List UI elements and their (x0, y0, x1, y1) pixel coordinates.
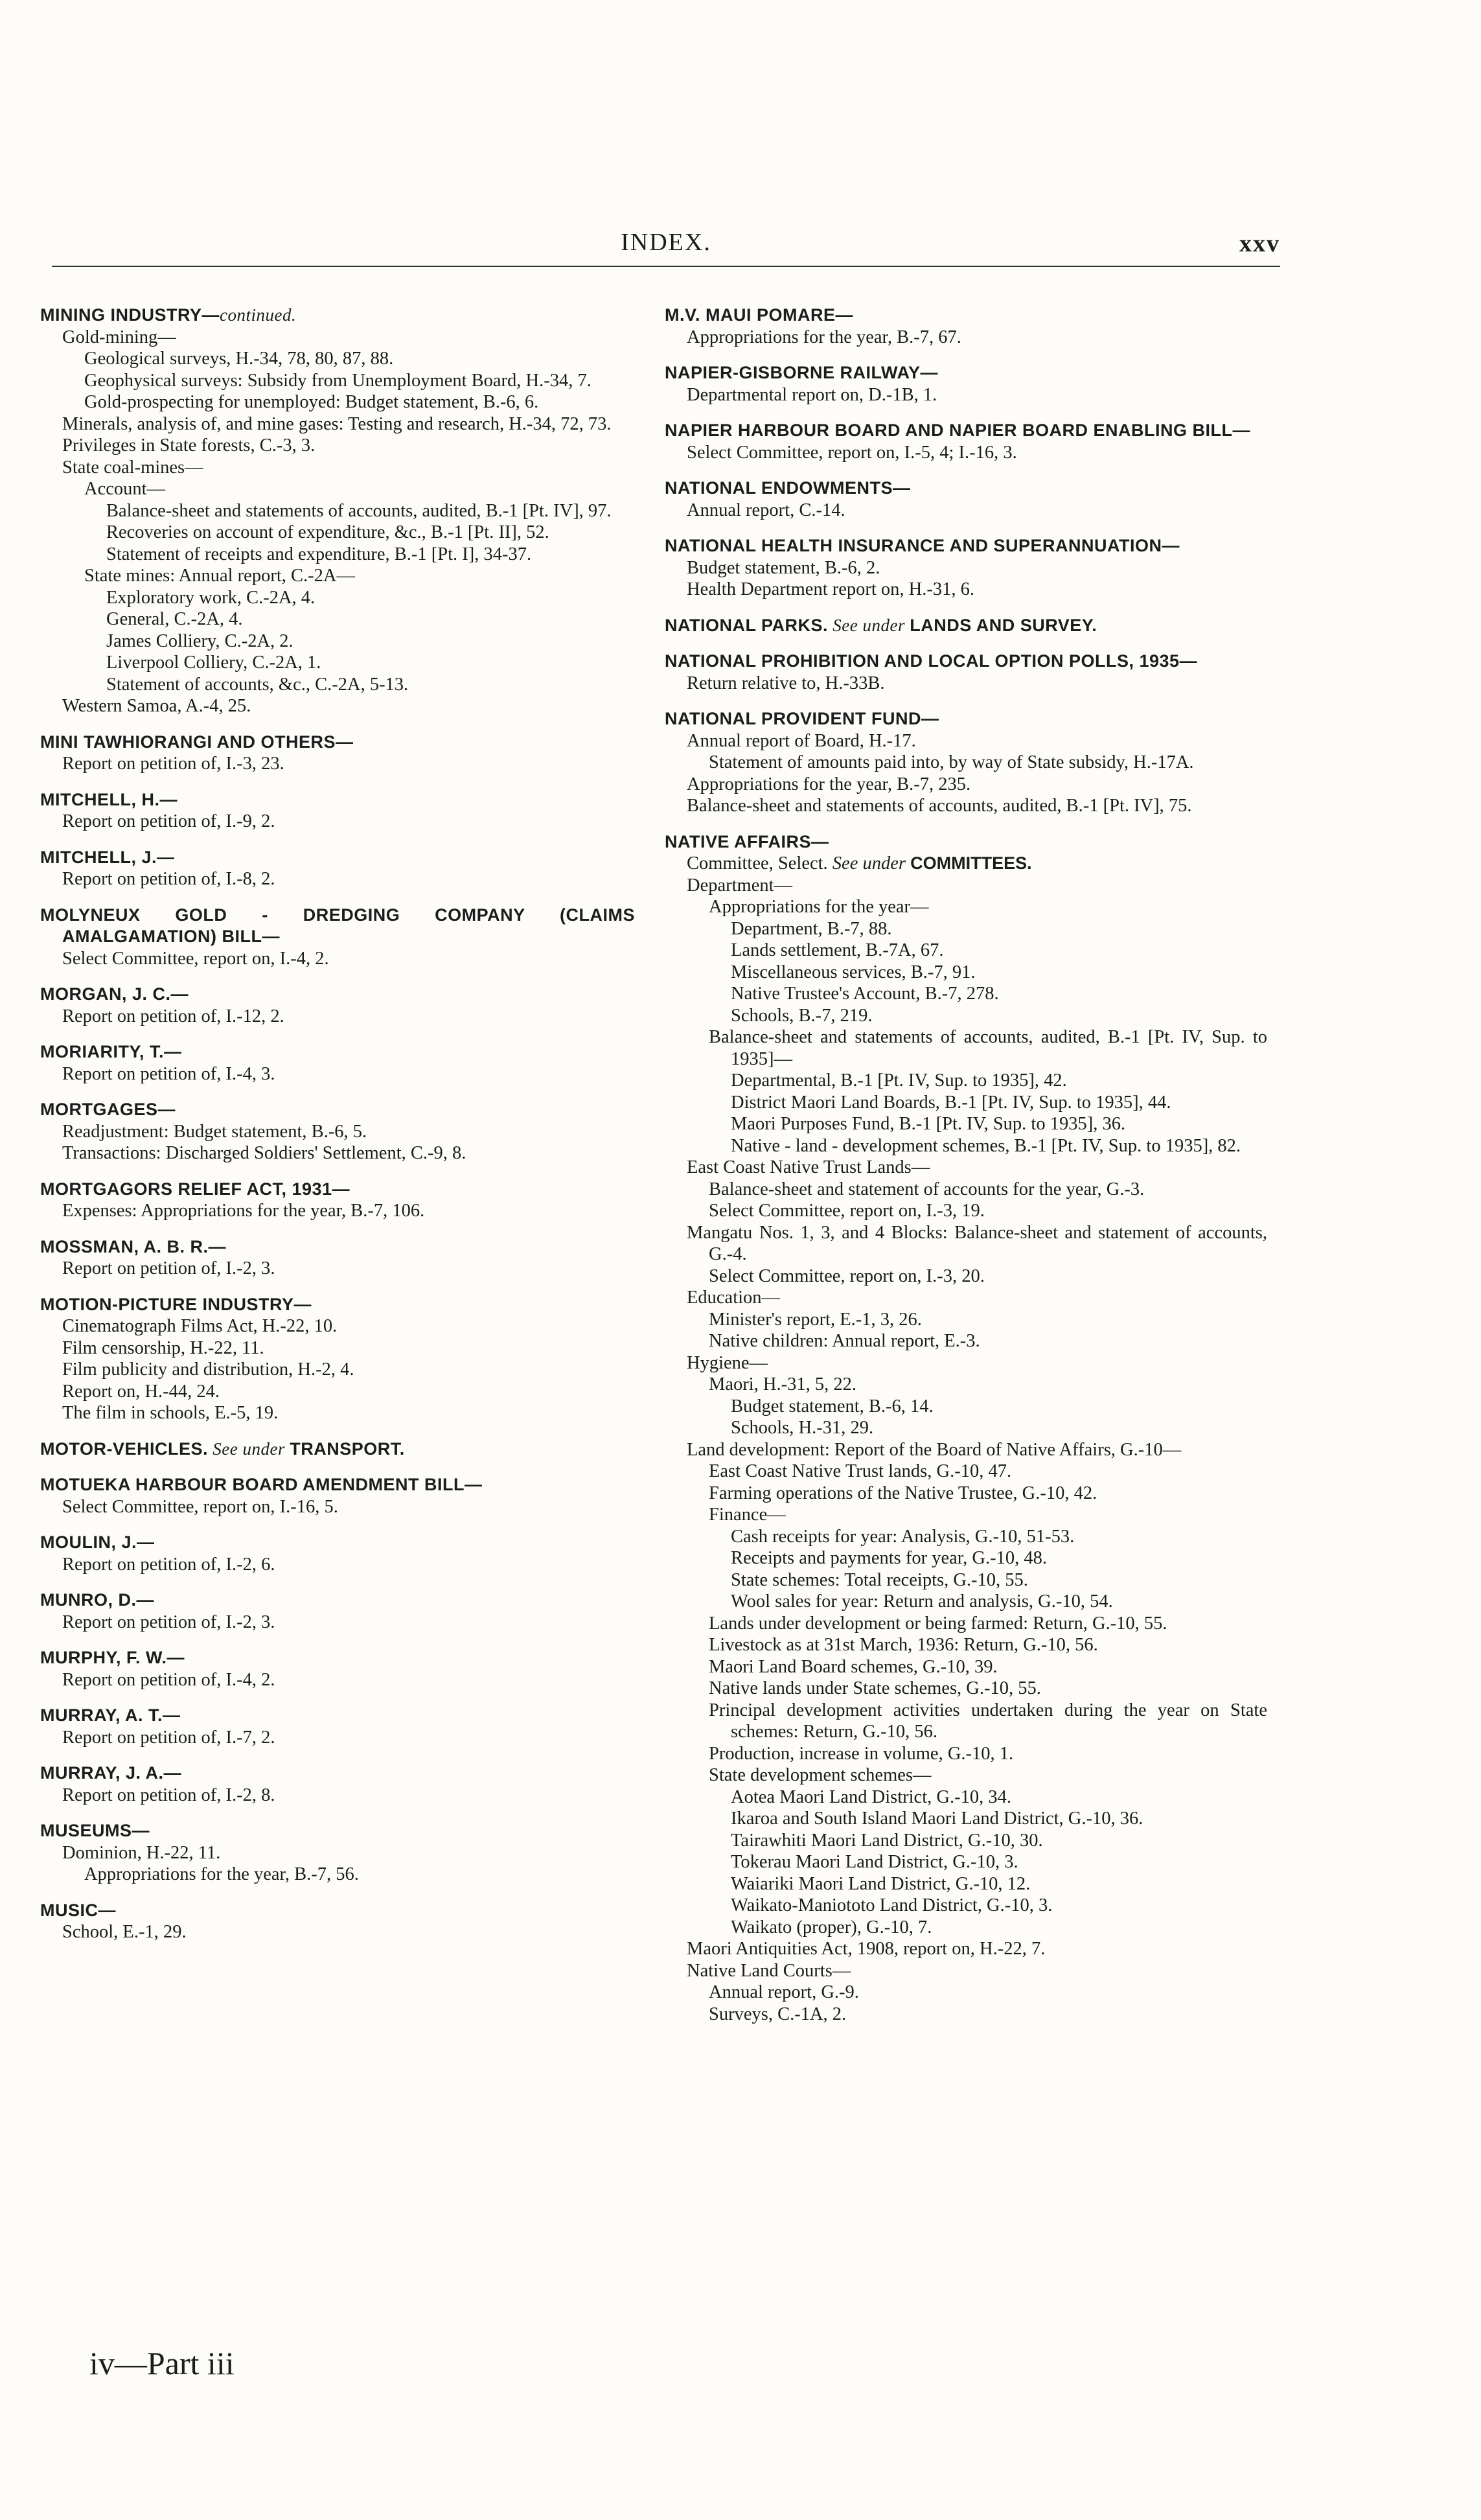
index-subentry (665, 500, 1267, 522)
subentry-text: State development schemes— (709, 1765, 932, 1785)
index-subentry (40, 811, 635, 833)
index-subentry (40, 1381, 635, 1403)
subentry-text: Native lands under State schemes, G.-10, 55. (709, 1678, 1041, 1698)
index-subentry (40, 1006, 635, 1028)
index-subentry (665, 1352, 1267, 1374)
index-subentry (665, 442, 1267, 464)
heading-text: NAPIER-GISBORNE RAILWAY— (665, 363, 939, 382)
index-heading (40, 1294, 635, 1316)
index-subentry (665, 1504, 1267, 1526)
subentry-text: Balance-sheet and statements of accounts, audited, B.-1 [Pt. IV], 97. (106, 500, 612, 521)
heading-text: MITCHELL, H.— (40, 789, 178, 809)
index-subentry (665, 1917, 1267, 1939)
heading-text: NATIONAL PARKS. (665, 615, 829, 635)
subentry-text: Hygiene— (687, 1352, 768, 1373)
index-subentry (40, 478, 635, 500)
index-subentry (40, 1785, 635, 1807)
index-subentry (665, 730, 1267, 752)
heading-text: MORIARITY, T.— (40, 1042, 182, 1061)
subentry-text: Privileges in State forests, C.-3, 3. (62, 435, 316, 456)
index-heading (40, 847, 635, 869)
index-subentry (40, 413, 635, 435)
subentry-text: Report on petition of, I.-9, 2. (62, 811, 275, 831)
subentry-text: Annual report of Board, H.-17. (687, 730, 916, 751)
index-subentry (665, 875, 1267, 897)
subentry-text: Annual report, G.-9. (709, 1982, 859, 2002)
index-subentry (665, 1982, 1267, 2004)
index-heading (665, 420, 1267, 442)
subentry-text: Film censorship, H.-22, 11. (62, 1337, 264, 1358)
index-subentry (665, 1613, 1267, 1635)
subentry-text: State schemes: Total receipts, G.-10, 55. (731, 1569, 1028, 1590)
index-subentry (40, 1359, 635, 1381)
subentry-text: Surveys, C.-1A, 2. (709, 2004, 847, 2024)
index-subentry (665, 1396, 1267, 1418)
index-subentry (665, 1222, 1267, 1266)
subentry-text: Education— (687, 1288, 781, 1308)
index-heading (40, 1589, 635, 1612)
subentry-text: Dominion, H.-22, 11. (62, 1842, 221, 1863)
subentry-text: Farming operations of the Native Trustee, G.-10, 42. (709, 1483, 1097, 1503)
index-subentry (665, 1569, 1267, 1591)
index-subentry (665, 1005, 1267, 1027)
heading-text: M.V. MAUI POMARE— (665, 305, 854, 325)
index-subentry (40, 1842, 635, 1864)
index-subentry (665, 983, 1267, 1005)
index-subentry (40, 695, 635, 717)
subentry-text: Select Committee, report on, I.-3, 19. (709, 1201, 985, 1221)
index-heading (665, 651, 1267, 673)
index-subentry (665, 1070, 1267, 1092)
subentry-text: Waikato (proper), G.-10, 7. (731, 1917, 932, 1937)
subentry-text: Appropriations for the year— (709, 897, 929, 917)
subentry-text: Select Committee, report on, I.-4, 2. (62, 948, 329, 969)
subentry-text: Select Committee, report on, I.-5, 4; I.-16, 3. (687, 442, 1017, 463)
subentry-text: Land development: Report of the Board of Native Affairs, G.-10— (687, 1439, 1182, 1460)
subentry-text: Livestock as at 31st March, 1936: Return, G.-10, 56. (709, 1635, 1098, 1655)
subentry-text: Native Land Courts— (687, 1960, 851, 1981)
subentry-text: Report on petition of, I.-2, 3. (62, 1258, 275, 1278)
subentry-text: Gold-mining— (62, 327, 176, 347)
index-column-left (40, 305, 635, 1943)
subentry-text: Expenses: Appropriations for the year, B.-7, 106. (62, 1201, 425, 1221)
heading-text: NATIVE AFFAIRS— (665, 831, 829, 851)
index-subentry (40, 587, 635, 609)
index-subentry (40, 1612, 635, 1634)
index-subentry (665, 1938, 1267, 1960)
see-under: See under (827, 853, 911, 873)
subentry-text: Gold-prospecting for unemployed: Budget statement, B.-6, 6. (84, 392, 539, 412)
index-subentry (665, 557, 1267, 579)
index-heading (665, 478, 1267, 500)
heading-text: MOTION-PICTURE INDUSTRY— (40, 1294, 312, 1314)
index-subentry (665, 1830, 1267, 1852)
index-subentry (40, 1200, 635, 1222)
index-subentry (665, 962, 1267, 984)
index-subentry (40, 1727, 635, 1749)
subentry-text: Receipts and payments for year, G.-10, 48. (731, 1548, 1047, 1568)
index-subentry (665, 1591, 1267, 1613)
subentry-text: James Colliery, C.-2A, 2. (106, 630, 293, 651)
subentry-text: Departmental, B.-1 [Pt. IV, Sup. to 1935], 42. (731, 1070, 1067, 1091)
heading-text: MURRAY, J. A.— (40, 1763, 182, 1783)
heading-text: MUNRO, D.— (40, 1590, 154, 1610)
index-subentry (665, 384, 1267, 406)
index-heading (40, 1236, 635, 1258)
index-heading (665, 305, 1267, 327)
index-heading (665, 615, 1267, 637)
subentry-text: Native children: Annual report, E.-3. (709, 1331, 980, 1351)
subentry-text: Native - land - development schemes, B.-1 [Pt. IV, Sup. to 1935], 82. (731, 1135, 1241, 1156)
index-heading (665, 831, 1267, 853)
subentry-text: Liverpool Colliery, C.-2A, 1. (106, 653, 321, 673)
subentry-text: Minister's report, E.-1, 3, 26. (709, 1309, 922, 1330)
index-subentry (40, 500, 635, 522)
index-subentry (665, 1461, 1267, 1483)
subentry-text: Maori Land Board schemes, G.-10, 39. (709, 1656, 998, 1677)
index-subentry (665, 673, 1267, 695)
index-subentry (40, 1142, 635, 1164)
subentry-text: East Coast Native Trust Lands— (687, 1157, 930, 1177)
heading-text: MUSEUMS— (40, 1821, 150, 1840)
heading-text: NATIONAL HEALTH INSURANCE AND SUPERANNUATION— (665, 536, 1180, 555)
index-subentry (40, 1669, 635, 1691)
index-subentry (665, 1309, 1267, 1331)
subentry-text: Report on petition of, I.-8, 2. (62, 869, 275, 889)
subentry-text: Native Trustee's Account, B.-7, 278. (731, 984, 999, 1004)
heading-text: MORTGAGES— (40, 1100, 176, 1119)
subentry-text: School, E.-1, 29. (62, 1922, 187, 1942)
index-heading (40, 1439, 635, 1461)
subentry-text: Statement of accounts, &c., C.-2A, 5-13. (106, 674, 409, 695)
subentry-text: Western Samoa, A.-4, 25. (62, 696, 251, 716)
heading-text: MORTGAGORS RELIEF ACT, 1931— (40, 1179, 350, 1199)
index-subentry (665, 1330, 1267, 1352)
index-subentry (665, 1200, 1267, 1222)
index-subentry (40, 1496, 635, 1518)
subentry-text: State mines: Annual report, C.-2A— (84, 566, 355, 586)
index-subentry (40, 1063, 635, 1085)
page-header (52, 228, 1280, 267)
subentry-text: Report on, H.-44, 24. (62, 1381, 220, 1402)
heading-text: MOULIN, J.— (40, 1532, 155, 1552)
index-subentry (40, 522, 635, 544)
index-heading (40, 732, 635, 754)
index-subentry (40, 1921, 635, 1943)
index-heading (40, 1041, 635, 1063)
index-subentry (40, 370, 635, 392)
index-subentry (40, 652, 635, 674)
index-subentry (665, 1287, 1267, 1309)
index-subentry (665, 1135, 1267, 1157)
subentry-text: Cash receipts for year: Analysis, G.-10, 51-53. (731, 1526, 1075, 1547)
subentry-text: State coal-mines— (62, 457, 203, 478)
index-subentry (665, 1764, 1267, 1786)
subentry-text: Report on petition of, I.-7, 2. (62, 1727, 275, 1748)
index-subentry (40, 435, 635, 457)
subentry-text: Mangatu Nos. 1, 3, and 4 Blocks: Balance-sheet and statement of accounts, G.-4. (687, 1222, 1267, 1264)
heading-text: MINING INDUSTRY— (40, 305, 220, 325)
index-subentry (40, 457, 635, 479)
heading-text: MORGAN, J. C.— (40, 984, 189, 1004)
heading-text: MUSIC— (40, 1900, 116, 1920)
index-subentry (40, 1554, 635, 1576)
index-subentry (665, 1266, 1267, 1288)
index-subentry (40, 348, 635, 370)
subentry-text: Balance-sheet and statements of accounts, audited, B.-1 [Pt. IV, Sup. to 1935]— (709, 1027, 1267, 1069)
subentry-text: Report on petition of, I.-4, 2. (62, 1669, 275, 1690)
subentry-text: Readjustment: Budget statement, B.-6, 5. (62, 1121, 367, 1142)
see-under: See under (208, 1439, 290, 1459)
subentry-text: Health Department report on, H.-31, 6. (687, 579, 974, 599)
index-subentry (665, 1634, 1267, 1656)
subentry-text: Waiariki Maori Land District, G.-10, 12. (731, 1873, 1031, 1894)
index-subentry (665, 1960, 1267, 1982)
subentry-text: Geological surveys, H.-34, 78, 80, 87, 88. (84, 349, 394, 369)
index-subentry (665, 579, 1267, 601)
index-subentry (665, 774, 1267, 796)
subentry-text: Departmental report on, D.-1B, 1. (687, 384, 937, 405)
heading-text: MINI TAWHIORANGI AND OTHERS— (40, 732, 354, 752)
index-heading (40, 1900, 635, 1922)
index-subentry (40, 608, 635, 630)
heading-text: MOSSMAN, A. B. R.— (40, 1236, 227, 1256)
subentry-text: Maori Antiquities Act, 1908, report on, H.-22, 7. (687, 1939, 1046, 1959)
subentry-text: Maori Purposes Fund, B.-1 [Pt. IV, Sup. to 1935], 36. (731, 1114, 1126, 1134)
index-subentry (40, 753, 635, 775)
index-subentry (665, 1092, 1267, 1114)
subentry-text: Committee, Select. (687, 853, 828, 873)
index-subentry (665, 1157, 1267, 1179)
index-heading (40, 984, 635, 1006)
cross-reference: COMMITTEES. (910, 853, 1032, 873)
index-subentry (665, 1439, 1267, 1461)
subentry-text: Production, increase in volume, G.-10, 1. (709, 1743, 1014, 1764)
index-heading (40, 1763, 635, 1785)
index-heading (40, 1705, 635, 1727)
subentry-text: Select Committee, report on, I.-3, 20. (709, 1266, 985, 1286)
index-heading (665, 708, 1267, 730)
heading-text: NAPIER HARBOUR BOARD AND NAPIER BOARD ENABLING BILL— (665, 421, 1251, 440)
subentry-text: Department, B.-7, 88. (731, 918, 892, 939)
index-subentry (665, 795, 1267, 817)
index-subentry (665, 327, 1267, 349)
index-column-right (665, 305, 1267, 2025)
subentry-text: Cinematograph Films Act, H.-22, 10. (62, 1316, 338, 1336)
index-subentry (665, 918, 1267, 940)
index-subentry (665, 1808, 1267, 1830)
subentry-text: Appropriations for the year, B.-7, 67. (687, 327, 961, 347)
subentry-text: Report on petition of, I.-3, 23. (62, 754, 284, 774)
index-subentry (40, 1315, 635, 1337)
heading-text: MOTOR-VEHICLES. (40, 1439, 209, 1459)
index-subentry (665, 1417, 1267, 1439)
index-heading (40, 789, 635, 811)
subentry-text: The film in schools, E.-5, 19. (62, 1403, 279, 1423)
index-subentry (665, 1656, 1267, 1678)
index-subentry (665, 1483, 1267, 1505)
subentry-text: Report on petition of, I.-12, 2. (62, 1006, 284, 1026)
subentry-text: Miscellaneous services, B.-7, 91. (731, 962, 976, 982)
subentry-text: Budget statement, B.-6, 14. (731, 1396, 934, 1416)
heading-text: MURPHY, F. W.— (40, 1648, 185, 1667)
subentry-text: Appropriations for the year, B.-7, 235. (687, 774, 971, 794)
subentry-text: General, C.-2A, 4. (106, 609, 243, 629)
subentry-text: Recoveries on account of expenditure, &c., B.-1 [Pt. II], 52. (106, 522, 549, 542)
subentry-text: Lands settlement, B.-7A, 67. (731, 940, 944, 960)
subentry-text: Appropriations for the year, B.-7, 56. (84, 1864, 359, 1884)
index-subentry (665, 1547, 1267, 1569)
subentry-text: Waikato-Maniototo Land District, G.-10, 3. (731, 1895, 1053, 1915)
see-under: See under (828, 615, 910, 635)
index-subentry (40, 1337, 635, 1359)
heading-text: MITCHELL, J.— (40, 847, 175, 867)
index-subentry (665, 1113, 1267, 1135)
index-subentry (40, 1864, 635, 1886)
subentry-text: Balance-sheet and statements of accounts, audited, B.-1 [Pt. IV], 75. (687, 796, 1192, 816)
printer-signature: iv—Part iii (89, 2345, 235, 2381)
subentry-text: Department— (687, 875, 793, 896)
index-heading (40, 1647, 635, 1669)
index-subentry (40, 327, 635, 349)
index-subentry (665, 1026, 1267, 1070)
subentry-text: Finance— (709, 1505, 786, 1525)
index-subentry (665, 1179, 1267, 1201)
subentry-text: Statement of receipts and expenditure, B.-1 [Pt. I], 34-37. (106, 544, 532, 564)
subentry-text: Schools, B.-7, 219. (731, 1005, 873, 1026)
header-rule (52, 266, 1280, 267)
index-subentry (40, 565, 635, 587)
index-subentry (40, 630, 635, 653)
subentry-text: Return relative to, H.-33B. (687, 673, 885, 693)
subentry-text: Film publicity and distribution, H.-2, 4. (62, 1359, 354, 1380)
subentry-text: Transactions: Discharged Soldiers' Settlement, C.-9, 8. (62, 1143, 466, 1163)
subentry-text: Ikaroa and South Island Maori Land District, G.-10, 36. (731, 1809, 1143, 1829)
heading-text: NATIONAL ENDOWMENTS— (665, 478, 911, 498)
index-subentry (40, 1258, 635, 1280)
subentry-text: East Coast Native Trust lands, G.-10, 47. (709, 1461, 1012, 1481)
cross-reference: LANDS AND SURVEY. (910, 615, 1097, 635)
cross-reference: TRANSPORT. (290, 1439, 405, 1459)
subentry-text: Tairawhiti Maori Land District, G.-10, 30. (731, 1830, 1043, 1851)
subentry-text: Balance-sheet and statement of accounts for the year, G.-3. (709, 1179, 1145, 1199)
index-heading (40, 1179, 635, 1201)
index-subentry (40, 1121, 635, 1143)
subentry-text: Wool sales for year: Return and analysis, G.-10, 54. (731, 1591, 1113, 1612)
subentry-text: Lands under development or being farmed: Return, G.-10, 55. (709, 1613, 1167, 1634)
index-subentry (665, 1851, 1267, 1873)
index-subentry (40, 1402, 635, 1424)
heading-text: NATIONAL PROVIDENT FUND— (665, 709, 939, 728)
index-heading (40, 1532, 635, 1554)
index-heading (40, 305, 635, 327)
index-subentry (665, 1374, 1267, 1396)
subentry-text: Report on petition of, I.-2, 8. (62, 1785, 275, 1805)
index-subentry (665, 752, 1267, 774)
index-subentry (665, 1678, 1267, 1700)
subentry-text: Report on petition of, I.-2, 6. (62, 1554, 275, 1575)
subentry-text: Select Committee, report on, I.-16, 5. (62, 1496, 338, 1517)
index-heading (40, 905, 635, 948)
subentry-text: Schools, H.-31, 29. (731, 1418, 874, 1438)
index-subentry (665, 1526, 1267, 1548)
subentry-text: Geophysical surveys: Subsidy from Unemployment Board, H.-34, 7. (84, 370, 591, 391)
index-heading (40, 1474, 635, 1496)
index-subentry (665, 1700, 1267, 1743)
subentry-text: Maori, H.-31, 5, 22. (709, 1374, 856, 1394)
index-subentry (665, 1743, 1267, 1765)
subentry-text: Statement of amounts paid into, by way of State subsidy, H.-17A. (709, 752, 1194, 772)
subentry-text: Exploratory work, C.-2A, 4. (106, 587, 316, 608)
index-subentry (40, 674, 635, 696)
index-subentry (40, 948, 635, 970)
index-subentry (40, 868, 635, 890)
heading-text: NATIONAL PROHIBITION AND LOCAL OPTION POLLS, 1935— (665, 651, 1198, 671)
subentry-text: Account— (84, 479, 166, 499)
subentry-text: Report on petition of, I.-2, 3. (62, 1612, 275, 1632)
page-number: xxv (1239, 230, 1280, 257)
index-subentry (40, 391, 635, 413)
index-heading (665, 535, 1267, 557)
subentry-text: Aotea Maori Land District, G.-10, 34. (731, 1786, 1011, 1807)
index-subentry (665, 896, 1267, 918)
index-subentry (665, 853, 1267, 875)
index-subentry (665, 2004, 1267, 2026)
subentry-text: Minerals, analysis of, and mine gases: Testing and research, H.-34, 72, 73. (62, 413, 612, 434)
index-heading (40, 1099, 635, 1121)
heading-continued: continued. (220, 305, 297, 325)
subentry-text: Principal development activities undertaken during the year on State schemes: Return, G.-10, 56. (709, 1700, 1267, 1742)
page-title: INDEX. (621, 229, 711, 256)
heading-text: MURRAY, A. T.— (40, 1705, 181, 1725)
subentry-text: Tokerau Maori Land District, G.-10, 3. (731, 1852, 1018, 1872)
subentry-text: Budget statement, B.-6, 2. (687, 557, 880, 578)
index-subentry (40, 544, 635, 566)
subentry-text: District Maori Land Boards, B.-1 [Pt. IV, Sup. to 1935], 44. (731, 1092, 1171, 1113)
index-heading (665, 362, 1267, 384)
index-subentry (665, 1895, 1267, 1917)
index-subentry (665, 1873, 1267, 1895)
index-heading (40, 1820, 635, 1842)
subentry-text: Annual report, C.-14. (687, 500, 845, 520)
index-subentry (665, 940, 1267, 962)
index-subentry (665, 1786, 1267, 1809)
heading-text: MOTUEKA HARBOUR BOARD AMENDMENT BILL— (40, 1475, 483, 1494)
heading-text: MOLYNEUX GOLD - DREDGING COMPANY (CLAIMS AMALGAMATION) BILL— (40, 905, 635, 946)
subentry-text: Report on petition of, I.-4, 3. (62, 1063, 275, 1084)
